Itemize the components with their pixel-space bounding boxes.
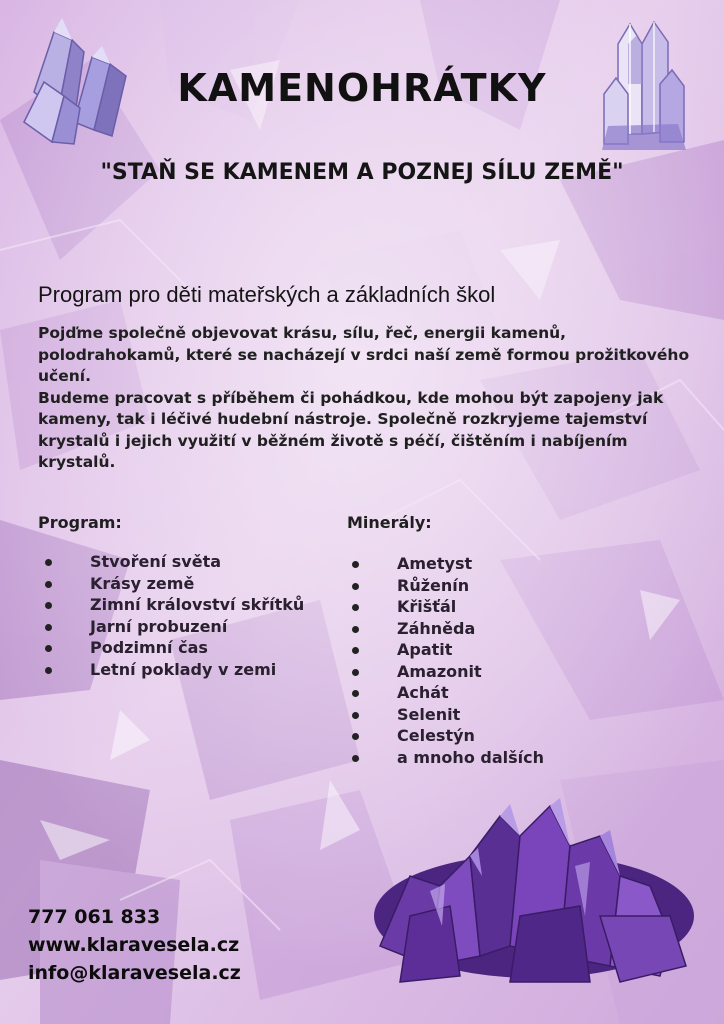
bullet-icon [352, 604, 359, 611]
bullet-icon [45, 602, 52, 609]
mineral-item [349, 553, 544, 575]
program-item-label: Letní poklady v zemi [90, 659, 277, 679]
bullet-icon [352, 712, 359, 719]
mineral-item-label: Selenit [397, 704, 461, 724]
intro-text [38, 323, 698, 474]
mineral-item-label: Růženín [397, 575, 470, 595]
program-subtitle: Program pro děti mateřských a základních škol [38, 282, 496, 307]
program-item-label: Stvoření světa [90, 552, 222, 571]
amethyst-druse-icon [370, 796, 694, 986]
program-item [40, 637, 304, 659]
bullet-icon [352, 733, 359, 740]
mineral-item-label: Achát [397, 683, 449, 702]
program-item [40, 551, 304, 573]
program-item-label: Zimní království skřítků [90, 595, 305, 614]
program-list [40, 551, 304, 680]
program-item-label: Krásy země [90, 573, 195, 593]
bullet-icon [352, 626, 359, 633]
mineral-item-label: Ametyst [397, 554, 473, 573]
mineral-item-label: Záhněda [397, 618, 476, 638]
bullet-icon [352, 561, 359, 568]
contact-block [28, 903, 241, 987]
program-item [40, 616, 304, 638]
mineral-item [349, 682, 544, 704]
bullet-icon [352, 583, 359, 590]
mineral-item-label: a mnoho dalších [397, 747, 544, 767]
program-heading: Program: [38, 513, 122, 532]
bullet-icon [45, 645, 52, 652]
mineral-item [349, 747, 544, 769]
website-link[interactable]: www.klaravesela.cz [28, 934, 240, 956]
mineral-item [349, 704, 544, 726]
bullet-icon [352, 647, 359, 654]
mineral-item-label: Celestýn [397, 726, 475, 745]
mineral-item [349, 596, 544, 618]
bullet-icon [45, 624, 52, 631]
mineral-item [349, 661, 544, 683]
bullet-icon [45, 581, 52, 588]
mineral-item-label: Apatit [397, 640, 453, 659]
program-item-label: Podzimní čas [90, 638, 208, 657]
minerals-heading: Minerály: [347, 513, 432, 532]
bullet-icon [352, 669, 359, 676]
mineral-item [349, 639, 544, 661]
motto: "STAŇ SE KAMENEM A POZNEJ SÍLU ZEMĚ" [100, 160, 624, 185]
mineral-item-label: Křišťál [397, 597, 457, 616]
mineral-item [349, 575, 544, 597]
mineral-item [349, 725, 544, 747]
minerals-list [349, 553, 544, 768]
program-item [40, 659, 304, 681]
mineral-item-label: Amazonit [397, 661, 482, 681]
intro-paragraph-1: Pojďme společně objevovat krásu, sílu, řeč, energii kamenů, polodrahokamů, které se nacházejí v srdci naší země formou prožitkového učení. [38, 324, 690, 385]
bullet-icon [45, 559, 52, 566]
mineral-item [349, 618, 544, 640]
page-title: KAMENOHRÁTKY [177, 66, 547, 110]
program-item-label: Jarní probuzení [90, 616, 228, 636]
bullet-icon [352, 755, 359, 762]
intro-paragraph-2: Budeme pracovat s příběhem či pohádkou, kde mohou být zapojeny jak kameny, tak i léčivé hudební nástroje. Společně rozkryjeme tajemství krystalů i jejich využití v běžném životě s péčí, čištěním i nabíjením krystalů. [38, 388, 664, 471]
bullet-icon [45, 667, 52, 674]
program-item [40, 573, 304, 595]
email-link[interactable]: info@klaravesela.cz [28, 962, 241, 984]
program-item [40, 594, 304, 616]
bullet-icon [352, 690, 359, 697]
phone-number[interactable]: 777 061 833 [28, 906, 161, 928]
